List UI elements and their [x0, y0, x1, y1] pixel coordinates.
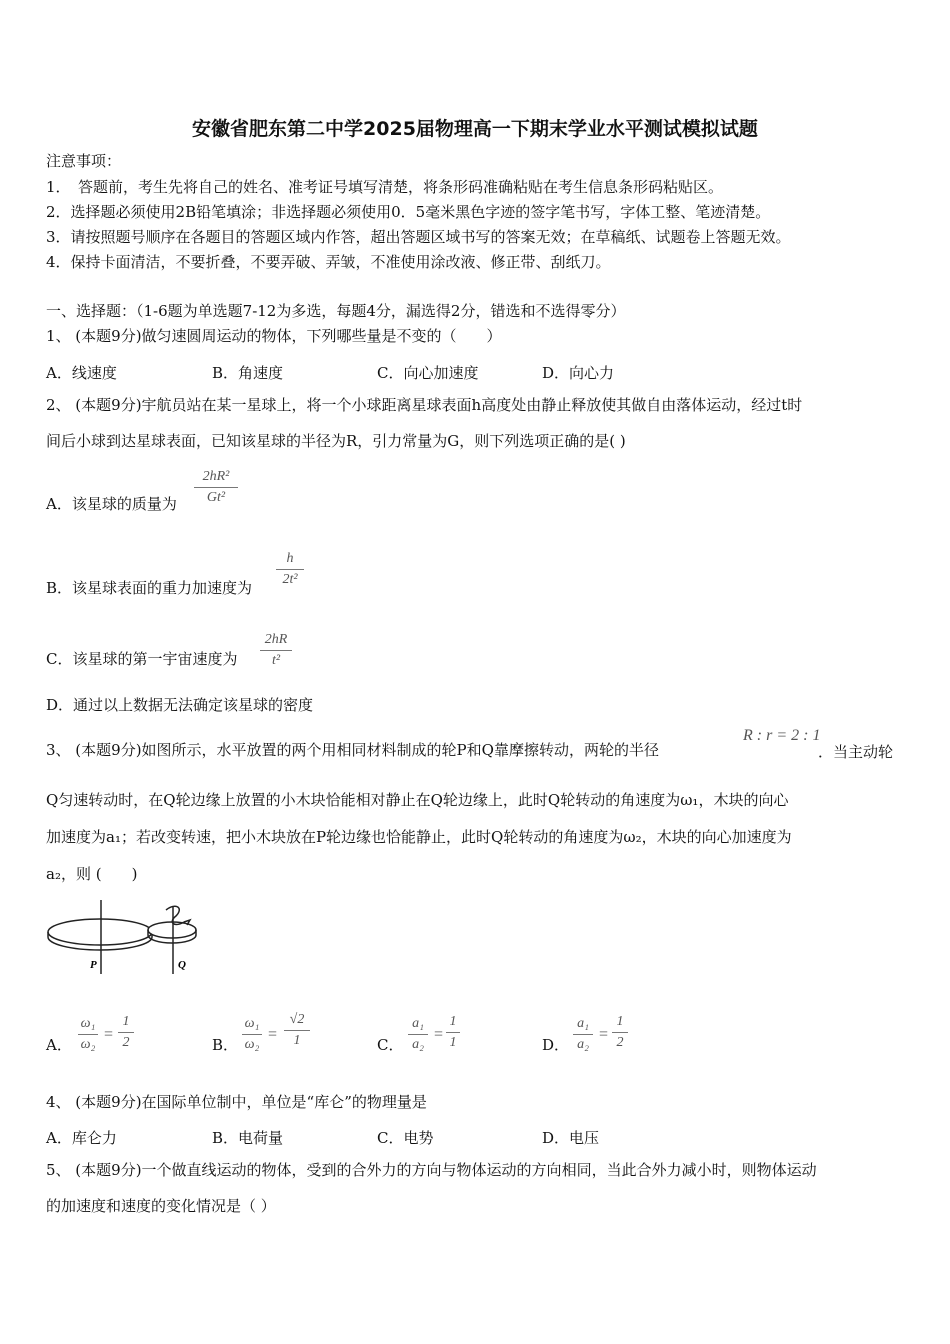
q2-a-fraction: [194, 469, 238, 506]
q2-c-fraction: [260, 632, 292, 669]
q1-option-d: D．向心力: [542, 364, 615, 382]
label-p: P: [90, 959, 97, 971]
q2-option-b: B．该星球表面的重力加速度为: [46, 579, 253, 597]
wheel-q: [148, 922, 196, 938]
q3-a-right-num: 1: [122, 1014, 130, 1029]
q4-option-d: D．电压: [542, 1129, 600, 1147]
q1-option-a: A．线速度: [46, 364, 117, 382]
q3-option-b-label: B．: [212, 1036, 239, 1054]
q3-d-left-fraction: [573, 1016, 593, 1053]
q2-a-denominator: Gt²: [206, 490, 226, 505]
q3-a-right-den: 2: [122, 1035, 130, 1050]
q1-option-b: B．角速度: [212, 364, 284, 382]
notice-item-3: 3．请按照题号顺序在各题目的答题区域内作答，超出答题区域书写的答案无效；在草稿纸、试题卷上答题无效。: [46, 228, 791, 246]
q3-b-left-den: ω₂: [244, 1037, 260, 1052]
q3-c-right-num: 1: [449, 1014, 457, 1029]
q3-b-right-den: 1: [293, 1033, 301, 1048]
page-title: 安徽省肥东第二中学2025届物理高一下期末学业水平测试模拟试题: [192, 118, 758, 140]
q2-option-c: C．该星球的第一宇宙速度为: [46, 650, 238, 668]
q2-stem-line2: 间后小球到达星球表面，已知该星球的半径为R，引力常量为G，则下列选项正确的是( ): [46, 432, 626, 450]
exam-page: 安徽省肥东第二中学2025届物理高一下期末学业水平测试模拟试题 注意事项： 1． 答题前，考生先将自己的姓名、准考证号填写清楚，将条形码准确粘贴在考生信息条形码粘贴区。 2．选择题必须使用2B铅笔填涂；非选择题必须使用0．5毫米黑色字迹的签字笔书写，字体工整、笔迹清楚。 3．请按照题号顺序在各题目的答题区域内作答，超出答题区域书写的答案无效；在草稿纸、试题卷上答题无效。 4．保持卡面清洁，不要折叠，不要弄破、弄皱，不准使用涂改液、修正带、刮纸刀。 一、选择题：（1-6题为单选题7-12为多选，每题4分，漏选得2分，错选和不选得零分） 1、 (本题9分)做匀速圆周运动的物体，下列哪些量是不变的（ ） A．线速度 B．角速度 C．向心加速度 D．向心力 2、 (本题9分)宇航员站在某一星球上，将一个小球距离星球表面h高度处由静止释放使其做自由落体运动，经过t时 间后小球到达星球表面，已知该星球的半径为R，引力常量为G，则下列选项正确的是( ) A．该星球的质量为 2hR² Gt² B．该星球表面的重力加速度为 h 2t² C．该星球的第一宇宙速度为 2hR t² D．通过以上数据无法确定该星球的密度 3、 (本题9分)如图所示，水平放置的两个用相同材料制成的轮P和Q靠摩擦转动，两轮的半径 R : r = 2 : 1 ．当主动轮 Q匀速转动时，在Q轮边缘上放置的小木块恰能相对静止在Q轮边缘上，此时Q轮转动的角速度为ω₁，木块的向心 加速度为a₁；若改变转速，把小木块放在P轮边缘也恰能静止，此时Q轮转动的角速度为ω₂，木块的向心加速度为 a₂，则 ( ) P Q A． ω₁ ω₂ = 1 2 B． ω₁ ω₂ = √2 1 C． a₁ a₂ = 1 1 D． a₁ a₂ = 1 2 4、 (本题9分)在国际单位制中，单位是“库仑”的物理量是 A．库仑力 B．电荷量 C．电势 D．电压 5、 (本题9分)一个做直线运动的物体，受到的合外力的方向与物体运动的方向相同，当此合外力减小时，则物体运动 的加速度和速度的变化情况是（ ）: [0, 0, 950, 1344]
q3-d-left-num: a₁: [577, 1016, 589, 1031]
notice-item-2: 2．选择题必须使用2B铅笔填涂；非选择题必须使用0．5毫米黑色字迹的签字笔书写，字体工整、笔迹清楚。: [46, 203, 771, 221]
q5-stem-line2: 的加速度和速度的变化情况是（ ）: [46, 1197, 276, 1215]
q3-stem-line1-end: ．当主动轮: [818, 743, 894, 761]
q2-option-d: D．通过以上数据无法确定该星球的密度: [46, 696, 314, 714]
notice-heading: 注意事项：: [46, 152, 122, 170]
q3-c-right-den: 1: [449, 1035, 457, 1050]
q3-a-left-fraction: [78, 1016, 98, 1053]
q3-d-right-den: 2: [616, 1035, 624, 1050]
wheels-figure: [44, 896, 214, 978]
q3-option-d-label: D．: [542, 1036, 570, 1054]
q4-option-b: B．电荷量: [212, 1129, 284, 1147]
q3-c-right-fraction: [446, 1014, 460, 1051]
q4-option-a: A．库仑力: [46, 1129, 117, 1147]
q3-c-left-den: a₂: [412, 1037, 424, 1052]
q3-b-right-num: √2: [289, 1012, 305, 1027]
section-heading: 一、选择题：（1-6题为单选题7-12为多选，每题4分，漏选得2分，错选和不选得零分）: [46, 302, 626, 320]
q2-b-fraction: [276, 551, 304, 588]
q3-b-right-fraction: [284, 1012, 310, 1049]
q3-radius-ratio: R : r = 2 : 1: [743, 727, 821, 744]
q3-stem-line2: Q匀速转动时，在Q轮边缘上放置的小木块恰能相对静止在Q轮边缘上，此时Q轮转动的角速度为ω₁，木块的向心: [46, 791, 789, 809]
q2-b-denominator: 2t²: [282, 572, 298, 587]
wheel-p: [48, 919, 152, 945]
q1-option-c: C．向心加速度: [377, 364, 479, 382]
q3-option-a-label: A．: [46, 1036, 72, 1054]
q5-stem-line1: 5、 (本题9分)一个做直线运动的物体，受到的合外力的方向与物体运动的方向相同，当此合外力减小时，则物体运动: [46, 1161, 817, 1179]
q3-c-left-fraction: [408, 1016, 428, 1053]
q3-option-c-label: C．: [377, 1036, 404, 1054]
q3-stem-line3: 加速度为a₁；若改变转速，把小木块放在P轮边缘也恰能静止，此时Q轮转动的角速度为ω₂，木块的向心加速度为: [46, 828, 792, 846]
q3-d-left-den: a₂: [577, 1037, 589, 1052]
q3-d-right-fraction: [612, 1014, 628, 1051]
q3-d-right-num: 1: [616, 1014, 624, 1029]
q2-a-numerator: 2hR²: [202, 469, 230, 484]
q4-option-c: C．电势: [377, 1129, 434, 1147]
q2-c-denominator: t²: [271, 653, 281, 668]
q3-b-left-fraction: [242, 1016, 262, 1053]
label-q: Q: [178, 959, 186, 971]
q3-c-left-num: a₁: [412, 1016, 424, 1031]
q3-a-left-den: ω₂: [80, 1037, 96, 1052]
q3-b-left-num: ω₁: [244, 1016, 260, 1031]
q2-c-numerator: 2hR: [264, 632, 288, 647]
q1-stem: 1、 (本题9分)做匀速圆周运动的物体，下列哪些量是不变的（ ）: [46, 327, 502, 345]
q2-stem-line1: 2、 (本题9分)宇航员站在某一星球上，将一个小球距离星球表面h高度处由静止释放使其做自由落体运动，经过t时: [46, 396, 803, 414]
q3-stem-line1: 3、 (本题9分)如图所示，水平放置的两个用相同材料制成的轮P和Q靠摩擦转动，两轮的半径: [46, 741, 659, 759]
q3-a-right-fraction: [118, 1014, 134, 1051]
q2-b-numerator: h: [286, 551, 294, 566]
q3-stem-line4: a₂，则 ( ): [46, 865, 138, 883]
q3-a-left-num: ω₁: [80, 1016, 96, 1031]
q2-option-a: A．该星球的质量为: [46, 495, 177, 513]
notice-item-4: 4．保持卡面清洁，不要折叠，不要弄破、弄皱，不准使用涂改液、修正带、刮纸刀。: [46, 253, 611, 271]
notice-item-1: 1． 答题前，考生先将自己的姓名、准考证号填写清楚，将条形码准确粘贴在考生信息条形码粘贴区。: [46, 178, 724, 196]
q4-stem: 4、 (本题9分)在国际单位制中，单位是“库仑”的物理量是: [46, 1093, 427, 1111]
